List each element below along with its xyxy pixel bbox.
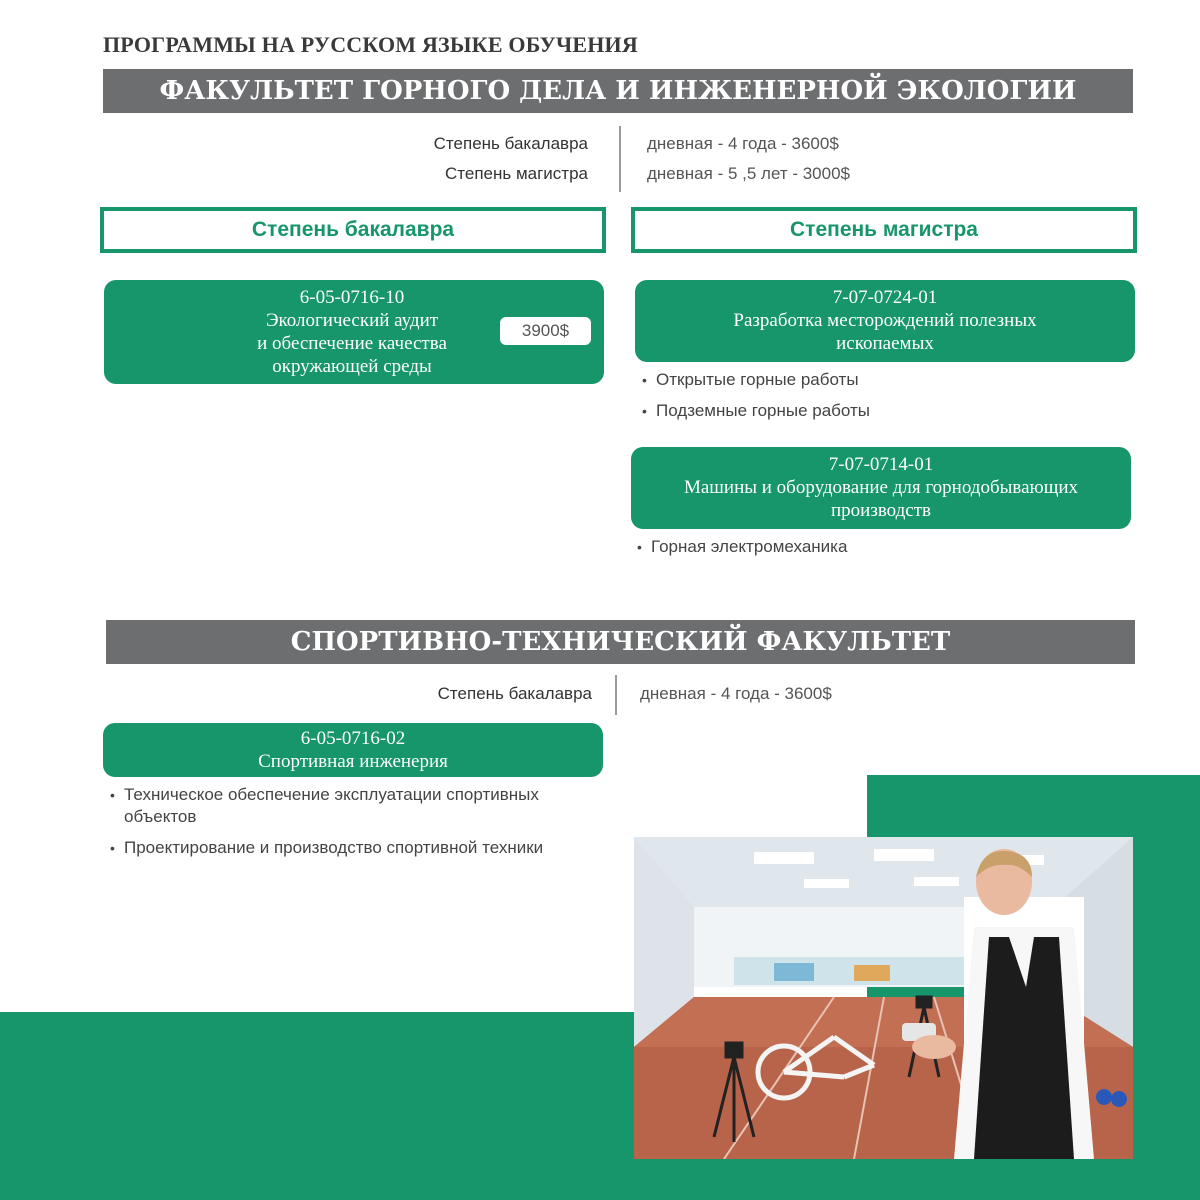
degree-value-bachelor: дневная - 4 года - 3600$ <box>647 134 839 153</box>
list-item: • Проектирование и производство спортивной техники <box>108 837 603 859</box>
program-name-line: Разработка месторождений полезных <box>733 310 1037 331</box>
faculty-title-sports: СПОРТИВНО-ТЕХНИЧЕСКИЙ ФАКУЛЬТЕТ <box>106 620 1135 664</box>
degree-label-bachelor: Степень бакалавра <box>433 134 588 153</box>
degree-value-bachelor: дневная - 4 года - 3600$ <box>640 684 832 703</box>
degree-labels-mining <box>330 129 588 189</box>
program-name-line: ископаемых <box>836 333 934 354</box>
specialization-list <box>640 369 1120 431</box>
program-code: 6-05-0716-10 <box>299 287 405 308</box>
master-header: Степень магистра <box>631 207 1137 253</box>
list-item: • Открытые горные работы <box>640 369 1120 391</box>
list-item: • Горная электромеханика <box>635 536 1115 558</box>
program-name-line: окружающей среды <box>272 356 432 377</box>
program-name-line: Экологический аудит <box>265 310 439 331</box>
bachelor-header: Степень бакалавра <box>100 207 606 253</box>
program-name-line: Машины и оборудование для горнодобывающих <box>683 477 1079 498</box>
degree-label-master: Степень магистра <box>445 164 588 183</box>
program-card-sports-engineering[interactable] <box>103 723 603 777</box>
degree-divider <box>619 126 621 192</box>
degree-divider <box>615 675 617 715</box>
program-code: 7-07-0714-01 <box>828 454 934 475</box>
faculty-title-mining: ФАКУЛЬТЕТ ГОРНОГО ДЕЛА И ИНЖЕНЕРНОЙ ЭКОЛОГИИ <box>103 69 1133 113</box>
degree-values-sports <box>640 679 1040 709</box>
photo-illustration <box>634 837 1133 1159</box>
program-name-line: и обеспечение качества <box>257 333 447 354</box>
degree-labels-sports <box>330 679 592 709</box>
program-code: 7-07-0724-01 <box>832 287 938 308</box>
degree-value-master: дневная - 5 ,5 лет - 3000$ <box>647 164 851 183</box>
program-name-line: производств <box>830 500 931 521</box>
list-item: • Подземные горные работы <box>640 400 1120 422</box>
program-card-mining-deposits[interactable] <box>635 280 1135 362</box>
list-item: • Техническое обеспечение эксплуатации спортивных объектов <box>108 784 603 828</box>
specialization-list <box>108 784 603 868</box>
degree-label-bachelor: Степень бакалавра <box>437 684 592 703</box>
page-title: ПРОГРАММЫ НА РУССКОМ ЯЗЫКЕ ОБУЧЕНИЯ <box>103 32 638 57</box>
program-code: 6-05-0716-02 <box>300 728 406 749</box>
sports-lab-photo <box>634 837 1133 1159</box>
program-name-line: Спортивная инженерия <box>258 751 448 772</box>
price-badge: 3900$ <box>500 317 591 345</box>
degree-values-mining <box>647 129 1047 189</box>
program-card-mining-machines[interactable] <box>631 447 1131 529</box>
program-card-eco-audit[interactable] <box>104 280 604 384</box>
specialization-list <box>635 536 1115 567</box>
